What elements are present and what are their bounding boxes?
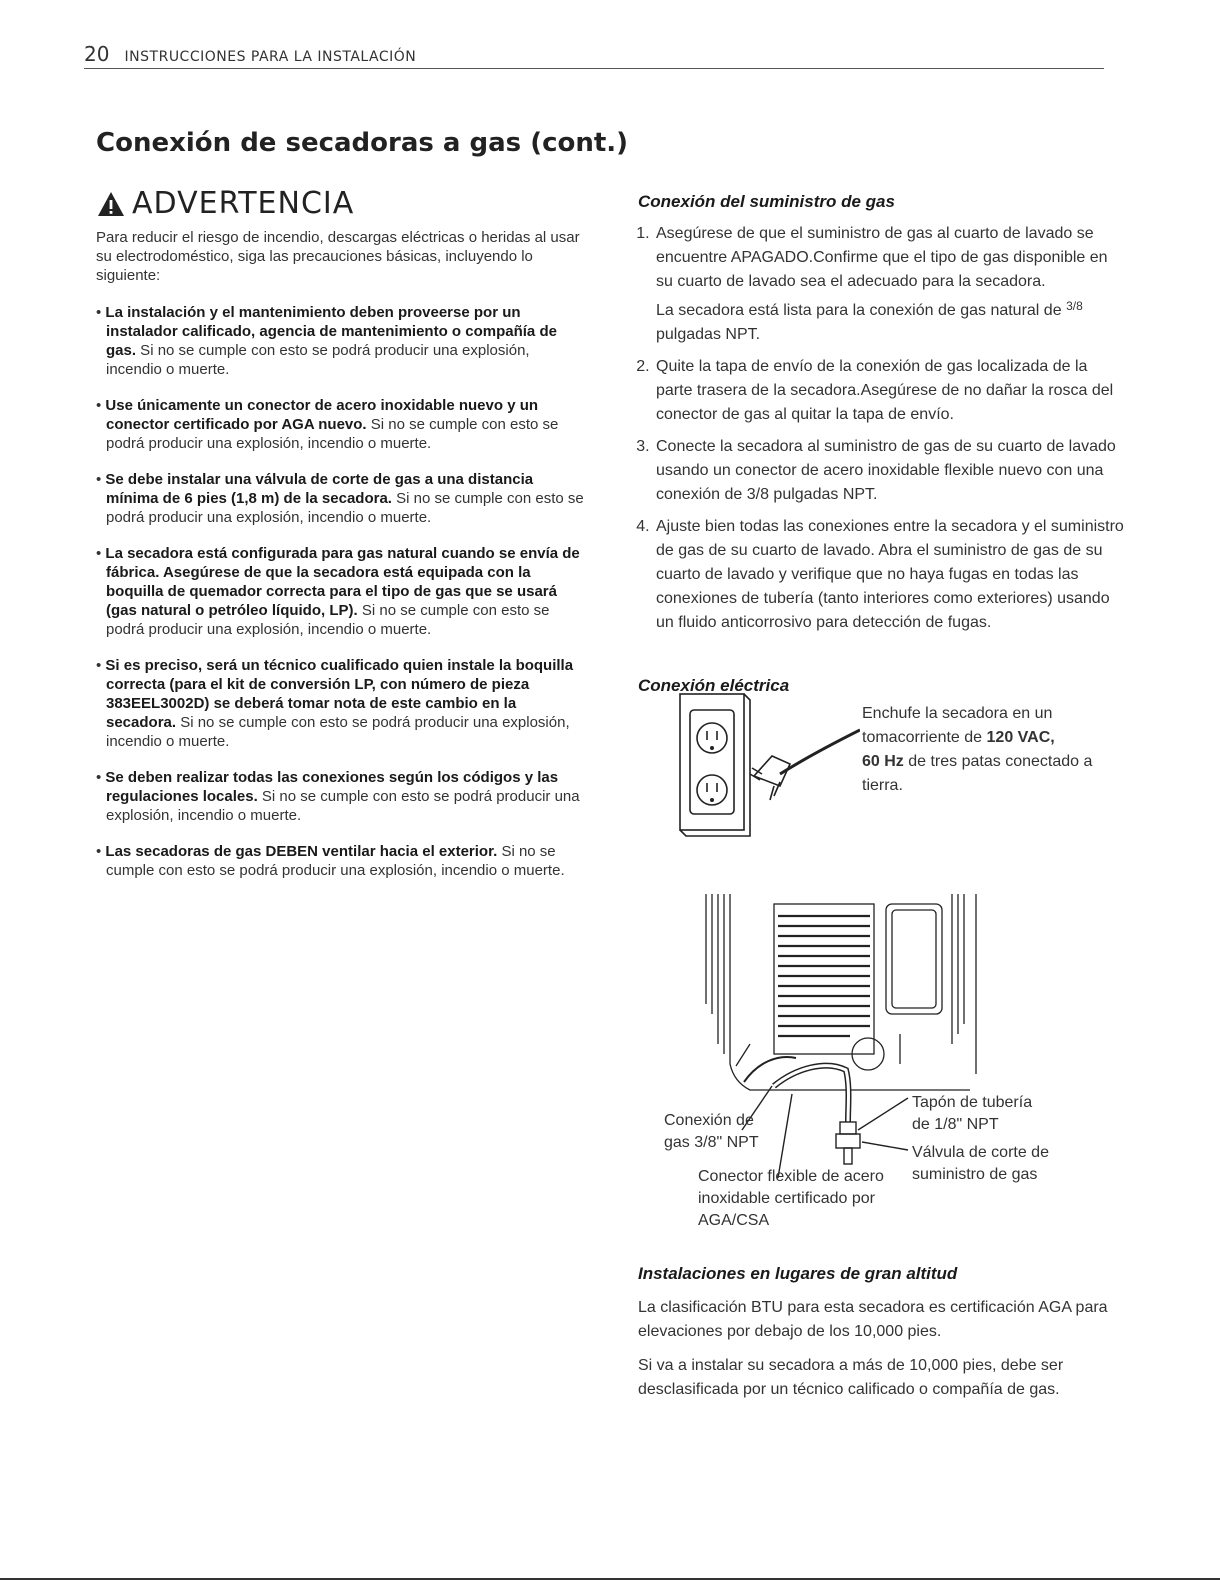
warning-heading [96, 186, 354, 221]
warning-bullet: • Use únicamente un conector de acero inoxidable nuevo y un conector certificado por AGA nuevo. Si no se cumple con esto se podrá producir una explosión, incendio o muerte. [96, 397, 559, 452]
warning-bullet: • Se debe instalar una válvula de corte de gas a una distancia mínima de 6 pies (1,8 m) de la secadora. Si no se cumple con esto se podrá producir una explosión, incendio o muerte. [96, 471, 584, 526]
warning-body [96, 228, 586, 897]
page-title: Conexión de secadoras a gas (cont.) [96, 128, 629, 158]
step-item: 3. Conecte la secadora al suministro de gas de su cuarto de lavado usando un conector de acero inoxidable flexible nuevo con una conexión de 3/8 pulgadas NPT. [654, 435, 1124, 507]
warning-title: ADVERTENCIA [132, 186, 355, 221]
warning-bullet: • La instalación y el mantenimiento deben proveerse por un instalador calificado, agencia de mantenimiento o compañía de gas. Si no se cumple con esto se podrá producir una explosión, incendio o muerte. [96, 304, 557, 378]
label-shutoff-valve: Válvula de corte de suministro de gas [912, 1144, 1049, 1183]
gas-supply-steps [638, 222, 1124, 635]
running-header [84, 42, 1104, 69]
warning-bullet: • Se deben realizar todas las conexiones según los códigos y las regulaciones locales. Si no se cumple con esto se podrá producir una explosión, incendio o muerte. [96, 769, 580, 824]
warning-triangle-icon [96, 189, 126, 219]
bottom-rule [0, 1578, 1220, 1580]
altitude-paragraph: La clasificación BTU para esta secadora es certificación AGA para elevaciones por debajo de los 10,000 pies. [638, 1299, 1108, 1340]
label-flex-connector: Conector flexible de acero inoxidable certificado por AGA/CSA [698, 1168, 884, 1229]
outlet-illustration [676, 690, 860, 840]
altitude-paragraph: Si va a instalar su secadora a más de 10,000 pies, debe ser desclasificada por un técnico calificado o compañía de gas. [638, 1357, 1064, 1398]
section-title: INSTRUCCIONES PARA LA INSTALACIÓN [124, 49, 417, 65]
electrical-heading: Conexión eléctrica [638, 676, 790, 695]
gas-supply-section [638, 190, 1124, 643]
electrical-text: Enchufe la secadora en un tomacorriente de 120 VAC, 60 Hz de tres patas conectado a tierra. [862, 705, 1093, 794]
step-item: 2. Quite la tapa de envío de la conexión de gas localizada de la parte trasera de la secadora.Asegúrese de no dañar la rosca del conector de gas al quitar la tapa de envío. [654, 355, 1124, 427]
step-item: 1. Asegúrese de que el suministro de gas al cuarto de lavado se encuentre APAGADO.Confirme que el tipo de gas disponible en su cuarto de lavado sea el adecuado para la secadora. La secadora está lista para la conexión de gas natural de $^{3/8}$ pulgadas NPT. [654, 222, 1124, 347]
altitude-section [638, 1256, 1124, 1412]
warning-bullet: • La secadora está configurada para gas natural cuando se envía de fábrica. Asegúrese de que la secadora está equipada con la boquilla de quemador correcta para el tipo de gas que se usará (gas natural o petróleo líquido, LP). Si no se cumple con esto se podrá producir una explosión, incendio o muerte. [96, 545, 580, 638]
label-pipe-cap: Tapón de tubería de 1/8" NPT [912, 1094, 1033, 1133]
warning-intro: Para reducir el riesgo de incendio, descargas eléctricas o heridas al usar su electrodoméstico, siga las precauciones básicas, incluyendo lo siguiente: [96, 229, 580, 284]
gas-supply-heading: Conexión del suministro de gas [638, 192, 895, 211]
warning-bullet: • Si es preciso, será un técnico cualificado quien instale la boquilla correcta (para el kit de conversión LP, con número de pieza 383EEL3002D) se deberá tomar nota de este cambio en la secadora. Si no se cumple con esto se podrá producir una explosión, incendio o muerte. [96, 657, 574, 750]
page-number: 20 [84, 42, 110, 66]
label-gas-connection: Conexión de gas 3/8" NPT [664, 1112, 759, 1151]
altitude-heading: Instalaciones en lugares de gran altitud [638, 1264, 958, 1283]
warning-bullet: • Las secadoras de gas DEBEN ventilar hacia el exterior. Si no se cumple con esto se podrá producir una explosión, incendio o muerte. [96, 843, 565, 879]
step-item: 4. Ajuste bien todas las conexiones entre la secadora y el suministro de gas de su cuarto de lavado. Abra el suministro de gas de su cuarto de lavado y verifique que no haya fugas en todas las conexiones de tubería (tanto interiores como exteriores) usando un fluido anticorrosivo para detección de fugas. [654, 515, 1124, 635]
